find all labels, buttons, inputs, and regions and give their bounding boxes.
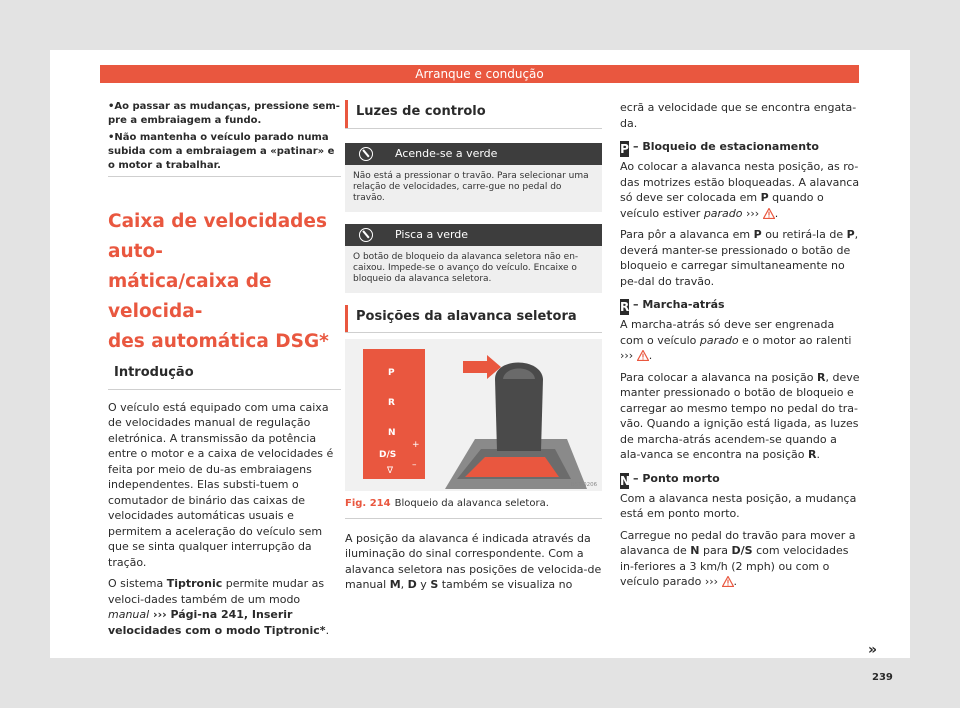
text-italic: manual — [108, 608, 150, 621]
note-item: • Não mantenha o veículo parado numa subida com a embraiagem a «patinar» e o motor a trabalhar. — [108, 131, 341, 173]
text: e o motor ao ralenti ››› — [620, 333, 852, 362]
text: . — [816, 448, 820, 461]
text-bold: P — [753, 228, 762, 241]
gate-label-plus: + — [412, 440, 420, 450]
section-title-line: des automática DSG* — [108, 331, 329, 352]
text: . — [325, 623, 330, 637]
warning-icon[interactable] — [763, 208, 775, 219]
text: ou retirá-la de — [761, 228, 847, 241]
warning-icon[interactable] — [722, 576, 734, 587]
text: Ao colocar a alavanca nesta posição, as ro-das motrizes estão bloqueadas. A alavanca só deve ser colocada em — [620, 160, 860, 204]
text: A marcha-atrás só deve ser engrenada com o veículo — [620, 318, 835, 347]
chapter-header: Arranque e condução — [100, 65, 859, 83]
column-middle — [345, 100, 602, 599]
lamp-bar — [345, 224, 602, 246]
paragraph: A marcha-atrás só deve ser engrenada com o veículo parado e o motor ao ralenti ››› . — [620, 318, 852, 362]
subsection-title: Introdução — [114, 365, 194, 380]
lamp-bar — [345, 143, 602, 165]
text-bold: R — [808, 448, 817, 461]
positions-heading: Posições da alavanca seletora — [345, 305, 602, 333]
text-bold: P — [846, 228, 855, 241]
warning-icon[interactable] — [637, 350, 649, 361]
figure-number: Fig. 214 — [345, 498, 391, 509]
text: Para colocar a alavanca na posição — [620, 370, 818, 384]
position-p-heading — [620, 139, 860, 157]
position-n-heading — [620, 471, 860, 489]
text: , — [400, 578, 408, 591]
text-bold: Tiptronic — [166, 577, 223, 590]
selector-lever-illustration — [345, 339, 602, 491]
selector-lever-figure — [345, 339, 602, 491]
gate-label-r: R — [388, 398, 395, 408]
column-right — [620, 100, 860, 596]
section-title-line: Caixa de velocidades auto- — [108, 211, 327, 262]
text: ››› — [742, 206, 763, 220]
section-title-line: mática/caixa de velocida- — [108, 271, 272, 322]
page-number: 239 — [872, 672, 893, 683]
position-letter-n: N — [620, 473, 631, 488]
note-item: • Ao passar as mudanças, pressione sem-pre a embraiagem a fundo. — [108, 100, 341, 128]
page-reference-link[interactable]: ››› Pági-na 241, Inserir velocidades com o modo Tiptronic* — [108, 608, 326, 637]
text: A posição da alavanca é indicada através da iluminação do sinal correspondente. Com a alavanca seletora nas posições de velocida-de manual — [345, 531, 602, 591]
text: , deverá manter-se pressionado o botão de bloqueio e carregar simultaneamente no pe-dal do travão. — [620, 228, 859, 288]
figure-caption — [345, 496, 602, 519]
position-title: – Marcha-atrás — [633, 298, 725, 311]
paragraph: Carregue no pedal do travão para mover a alavanca de N para D/S com velocidades in-feriores a 3 km/h (2 mph) ou com o veículo parado ››› . — [620, 528, 856, 588]
text-bold: S — [430, 578, 439, 591]
text: com velocidades in-feriores a 3 km/h (2 mph) ou com o veículo parado ››› — [620, 544, 849, 588]
tiptronic-paragraph — [108, 576, 341, 638]
text: Carregue no pedal do travão para mover a alavanca de — [620, 528, 856, 557]
gate-label-n: N — [388, 428, 396, 438]
lamp-description: O botão de bloqueio da alavanca seletora não en-caixou. Impede-se o avanço do veículo. Encaixe o bloqueio da alavanca seletora. — [345, 246, 602, 293]
position-title: – Ponto morto — [633, 471, 720, 485]
gate-label-ds: D/S — [379, 450, 397, 460]
page — [50, 50, 910, 683]
text-bold: M — [389, 578, 401, 591]
lamp-title: Acende-se a verde — [395, 146, 498, 160]
paragraph — [620, 227, 860, 289]
push-arrow-icon — [463, 355, 501, 379]
text-bold: N — [690, 544, 700, 557]
brake-lamp-icon — [359, 147, 373, 161]
text-bold: D/S — [731, 544, 753, 557]
section-title — [108, 207, 341, 357]
paragraph: ecrã a velocidade que se encontra engata-da. — [620, 101, 857, 130]
text: também se visualiza no — [438, 578, 573, 591]
text: Para pôr a alavanca em — [620, 228, 754, 241]
figure-code: B5T-0206 — [571, 482, 598, 488]
gate-label-p: P — [388, 368, 395, 378]
text: quando o veículo estiver — [620, 191, 824, 220]
lamp-title: Pisca a verde — [395, 227, 469, 241]
lamp-description: Não está a pressionar o travão. Para selecionar uma relação de velocidades, carre-gue no pedal do travão. — [345, 165, 602, 212]
gate-label-minus: – — [412, 460, 417, 470]
column-left — [108, 100, 341, 644]
gate-label-arrow: ∇ — [387, 466, 394, 476]
text: permite mudar as veloci-dades também de um modo — [108, 577, 325, 606]
positions-paragraph — [345, 531, 602, 593]
text: para — [699, 544, 732, 557]
intro-paragraph: O veículo está equipado com uma caixa de velocidades manual de regulação eletrónica. A transmissão da potência entre o motor e a caixa de velocidades é feita por meio de du-as embraiagens independentes. Elas substi-tuem o comutador de binário das caixas de velocidades automáticas usuais e permitem a aceleração do veículo sem que se sinta qualquer interrupção da tração. — [108, 400, 334, 569]
position-letter-p: P — [620, 142, 629, 156]
text-bold: D — [407, 578, 417, 591]
divider — [108, 389, 341, 390]
text: O sistema — [108, 577, 167, 590]
text: y — [416, 578, 431, 591]
text-italic: parado — [703, 206, 743, 220]
divider — [108, 176, 341, 177]
paragraph: Com a alavanca nesta posição, a mudança está em ponto morto. — [620, 491, 857, 520]
paragraph: Ao colocar a alavanca nesta posição, as ro-das motrizes estão bloqueadas. A alavanca só deve ser colocada em P quando o veículo estiver parado ››› . — [620, 160, 860, 220]
paragraph — [620, 370, 860, 463]
figure-caption-text: Bloqueio da alavanca seletora. — [394, 498, 549, 509]
position-title: – Bloqueio de estacionamento — [633, 140, 819, 153]
continue-marker: » — [868, 642, 878, 658]
text-bold: P — [760, 191, 769, 204]
brake-lamp-icon — [359, 228, 373, 242]
text: , deve manter pressionado o botão de bloqueio e carregar ao mesmo tempo no pedal do tra-vão. Quando a ignição está ligada, as luzes de marcha-atrás acendem-se quando a ala-vanca se encontra na posição — [620, 370, 860, 461]
position-r-heading — [620, 297, 860, 315]
divider — [345, 128, 602, 129]
divider — [345, 332, 602, 333]
lights-heading: Luzes de controlo — [345, 100, 602, 128]
text-bold: R — [817, 370, 826, 384]
text-italic: parado — [699, 333, 739, 347]
note-list — [108, 100, 341, 173]
position-letter-r: R — [620, 300, 630, 314]
